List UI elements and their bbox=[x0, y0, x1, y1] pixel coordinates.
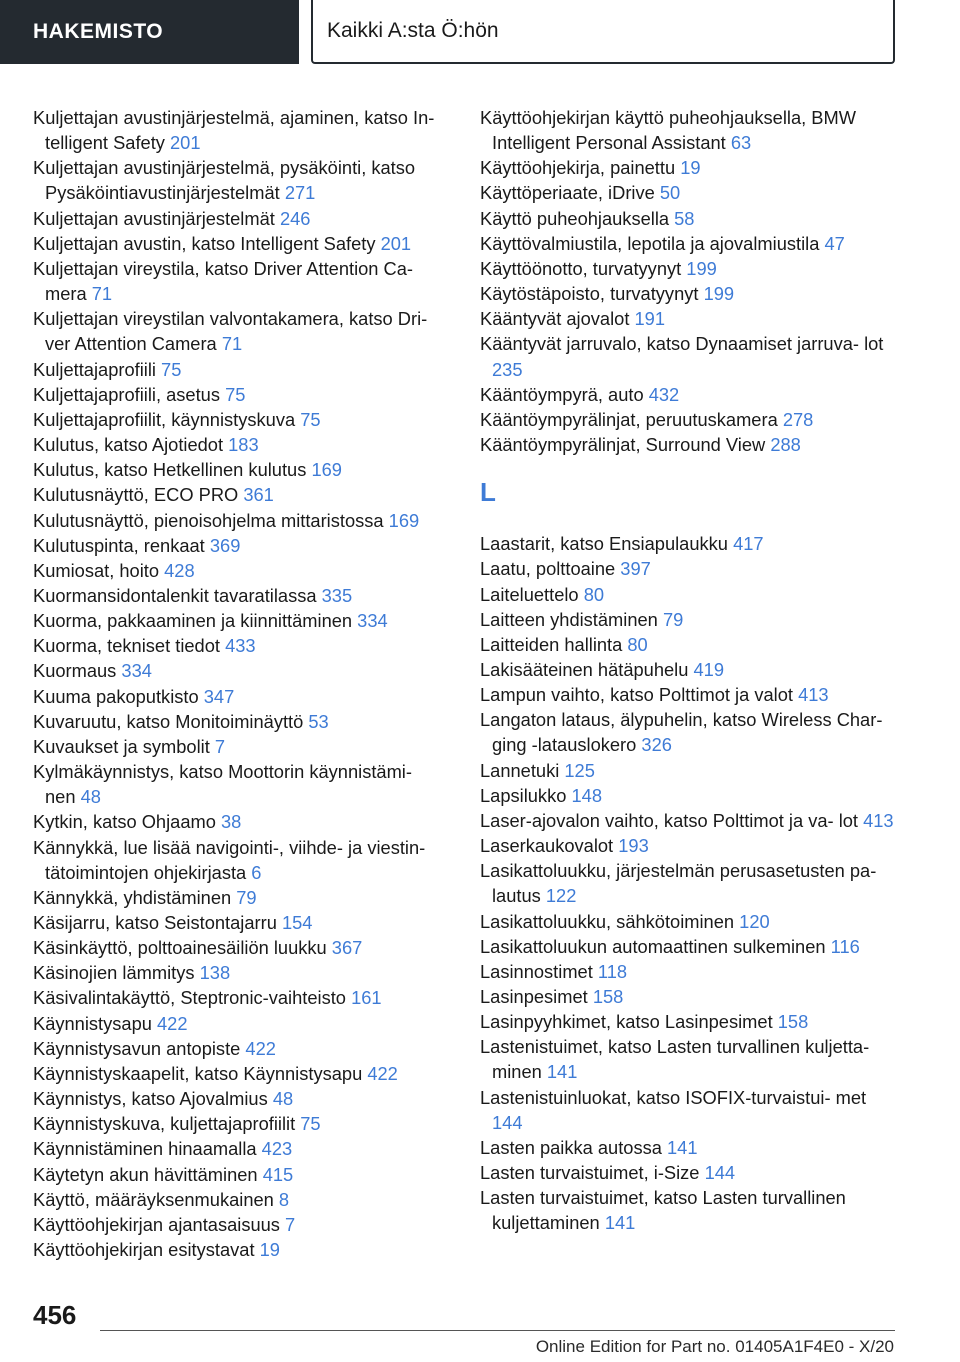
chapter-tab bbox=[311, 0, 895, 64]
entry-text: Laserkaukovalot bbox=[480, 835, 614, 857]
page-link[interactable]: 79 bbox=[236, 886, 257, 908]
entry-text: Lastenistuimet, katso Lasten turvallinen kuljetta- minen bbox=[480, 1036, 870, 1083]
index-entry bbox=[33, 633, 438, 658]
entry-text: Kuljettajan vireystilan valvontakamera, katso Dri- ver Attention Camera bbox=[33, 308, 428, 355]
page-link[interactable]: 397 bbox=[620, 558, 651, 580]
index-entry bbox=[480, 1135, 900, 1160]
entry-text: Käyttöohjekirjan ajantasaisuus bbox=[33, 1213, 280, 1235]
entry-text: Kääntöympyrälinjat, peruutuskamera bbox=[480, 408, 778, 430]
entry-text: Lasten paikka autossa bbox=[480, 1136, 662, 1158]
page-link[interactable]: 326 bbox=[641, 734, 672, 756]
index-entry bbox=[480, 934, 900, 959]
index-entry bbox=[480, 758, 900, 783]
page-link[interactable]: 423 bbox=[261, 1138, 293, 1160]
entry-text: Kännykkä, lue lisää navigointi-, viihde- ja viestin- tätoimintojen ohjekirjasta bbox=[33, 836, 426, 883]
index-entry bbox=[33, 1086, 438, 1111]
index-entry bbox=[480, 1185, 900, 1235]
index-entry bbox=[33, 684, 438, 709]
index-entry bbox=[33, 1237, 438, 1262]
entry-text: Kuljettajaprofiili bbox=[33, 358, 156, 380]
page-link[interactable]: 413 bbox=[798, 684, 829, 706]
index-entry bbox=[33, 935, 438, 960]
index-entry bbox=[33, 1187, 438, 1212]
index-entry bbox=[480, 783, 900, 808]
page-link[interactable]: 7 bbox=[285, 1213, 296, 1235]
index-entry bbox=[480, 909, 900, 934]
page-link[interactable]: 75 bbox=[300, 408, 321, 430]
entry-text: Laser-ajovalon vaihto, katso Polttimot ja va- lot bbox=[480, 809, 858, 831]
page-link[interactable]: 271 bbox=[284, 182, 316, 204]
index-entry bbox=[480, 707, 900, 757]
entry-text: Käyttöohjekirjan käyttö puheohjauksella, BMW Intelligent Personal Assistant bbox=[480, 107, 856, 154]
index-entry bbox=[480, 657, 900, 682]
page-link[interactable]: 48 bbox=[80, 786, 101, 808]
entry-text: Kuljettajan avustinjärjestelmä, ajaminen, katso In- telligent Safety bbox=[33, 107, 435, 154]
page-link[interactable]: 138 bbox=[199, 962, 231, 984]
page-link[interactable]: 50 bbox=[659, 182, 681, 204]
page-link[interactable]: 63 bbox=[730, 132, 752, 154]
page-link[interactable]: 58 bbox=[674, 207, 695, 229]
index-entry bbox=[480, 155, 900, 180]
entry-text: Kuorma, tekniset tiedot bbox=[33, 635, 220, 657]
entry-text: Lasinpyyhkimet, katso Lasinpesimet bbox=[480, 1011, 773, 1033]
entry-text: Lastenistuinluokat, katso ISOFIX-turvaistui- met bbox=[480, 1086, 867, 1108]
page-link[interactable]: 19 bbox=[259, 1239, 280, 1261]
entry-text: Kuuma pakoputkisto bbox=[33, 685, 199, 707]
entry-text: Kuormansidontalenkit tavaratilassa bbox=[33, 584, 317, 606]
entry-text: Kuorma, pakkaaminen ja kiinnittäminen bbox=[33, 610, 353, 632]
index-entry bbox=[33, 558, 438, 583]
index-entry bbox=[33, 432, 438, 457]
page-number: 456 bbox=[33, 1300, 77, 1330]
index-entry bbox=[33, 583, 438, 608]
page-link[interactable]: 141 bbox=[604, 1212, 636, 1234]
index-entry bbox=[480, 808, 900, 833]
page-link[interactable]: 71 bbox=[221, 333, 243, 355]
entry-text: Kulutus, katso Hetkellinen kulutus bbox=[33, 459, 307, 481]
page-link[interactable]: 235 bbox=[492, 358, 523, 380]
entry-text: Käyttöönotto, turvatyynyt bbox=[480, 257, 682, 279]
entry-text: Kääntöympyrä, auto bbox=[480, 383, 644, 405]
page-link[interactable]: 432 bbox=[648, 383, 680, 405]
index-entry bbox=[480, 582, 900, 607]
entry-text: Lasikattoluukku, sähkötoiminen bbox=[480, 910, 735, 932]
index-entry bbox=[33, 1036, 438, 1061]
index-entry bbox=[33, 533, 438, 558]
index-entry bbox=[33, 835, 438, 885]
index-entry bbox=[33, 382, 438, 407]
index-entry bbox=[33, 155, 438, 205]
page-link[interactable]: 71 bbox=[91, 283, 113, 305]
entry-text: Käynnistäminen hinaamalla bbox=[33, 1138, 257, 1160]
entry-text: Käynnistysapu bbox=[33, 1012, 152, 1034]
page-link[interactable]: 169 bbox=[311, 459, 342, 481]
page-link[interactable]: 80 bbox=[627, 633, 648, 655]
index-entry bbox=[480, 531, 900, 556]
page-link[interactable]: 154 bbox=[281, 912, 313, 933]
entry-text: Käsijarru, katso Seistontajarru bbox=[33, 912, 277, 933]
index-entry bbox=[33, 985, 438, 1010]
index-entry bbox=[480, 682, 900, 707]
page-link[interactable]: 278 bbox=[782, 408, 814, 430]
entry-text: Lasinnostimet bbox=[480, 960, 593, 982]
entry-text: Langaton lataus, älypuhelin, katso Wireless Char- ging -latauslokero bbox=[480, 709, 883, 756]
page-link[interactable]: 361 bbox=[243, 484, 274, 506]
index-entry bbox=[33, 608, 438, 633]
page-link[interactable]: 413 bbox=[863, 809, 894, 831]
page-link[interactable]: 335 bbox=[321, 584, 353, 606]
entry-text: Käynnistys, katso Ajovalmius bbox=[33, 1088, 268, 1110]
page-link[interactable]: 422 bbox=[367, 1062, 398, 1084]
index-entry bbox=[33, 1011, 438, 1036]
page-link[interactable]: 80 bbox=[583, 583, 605, 605]
page-link[interactable]: 75 bbox=[225, 383, 246, 405]
index-entry bbox=[480, 382, 900, 407]
page-link[interactable]: 161 bbox=[351, 987, 382, 1009]
index-entry bbox=[480, 281, 900, 306]
page-link[interactable]: 144 bbox=[704, 1162, 736, 1184]
page-link[interactable]: 141 bbox=[667, 1136, 698, 1158]
page-link[interactable]: 369 bbox=[209, 534, 241, 556]
page-link[interactable]: 199 bbox=[703, 283, 735, 305]
entry-text: Laitteiden hallinta bbox=[480, 633, 623, 655]
entry-text: Kytkin, katso Ohjaamo bbox=[33, 811, 216, 833]
page-link[interactable]: 158 bbox=[592, 986, 624, 1007]
entry-text: Lasten turvaistuimet, katso Lasten turvallinen kuljettaminen bbox=[480, 1187, 846, 1234]
page-link[interactable]: 246 bbox=[279, 207, 311, 229]
page-link[interactable]: 19 bbox=[680, 157, 701, 179]
entry-text: Lapsilukko bbox=[480, 784, 567, 806]
entry-text: Käyttö puheohjauksella bbox=[480, 207, 670, 229]
entry-text: Lannetuki bbox=[480, 759, 560, 781]
index-group-k bbox=[480, 105, 900, 457]
page-link[interactable]: 191 bbox=[634, 308, 666, 330]
page-link[interactable]: 347 bbox=[203, 685, 235, 707]
section-letter: L bbox=[480, 477, 496, 508]
page-link[interactable]: 183 bbox=[228, 434, 259, 456]
index-entry bbox=[480, 206, 900, 231]
entry-text: Käyttövalmiustila, lepotila ja ajovalmiustila bbox=[480, 232, 820, 254]
chapter-title: Kaikki A:sta Ö:hön bbox=[327, 19, 499, 42]
page-link[interactable]: 415 bbox=[262, 1163, 294, 1185]
entry-text: Kuljettajaprofiili, asetus bbox=[33, 383, 220, 405]
page-link[interactable]: 148 bbox=[571, 784, 602, 806]
index-entry bbox=[480, 407, 900, 432]
index-entry bbox=[480, 256, 900, 281]
index-entry bbox=[33, 231, 438, 256]
page-link[interactable]: 7 bbox=[214, 735, 226, 757]
entry-text: Käynnistysavun antopiste bbox=[33, 1037, 241, 1059]
index-entry bbox=[480, 1034, 900, 1084]
page-link[interactable]: 422 bbox=[245, 1037, 276, 1059]
page-link[interactable]: 193 bbox=[618, 835, 649, 857]
page-link[interactable]: 141 bbox=[546, 1061, 578, 1083]
page-link[interactable]: 419 bbox=[693, 658, 724, 680]
index-entry bbox=[33, 1111, 438, 1136]
entry-text: Kuvaukset ja symbolit bbox=[33, 735, 210, 757]
index-column-right bbox=[480, 105, 900, 1236]
entry-text: Käsinojien lämmitys bbox=[33, 962, 195, 984]
footer-edition: Online Edition for Part no. 01405A1F4E0 - X/20 bbox=[535, 1337, 894, 1356]
entry-text: Kuljettajan avustinjärjestelmä, pysäköinti, katso Pysäköintiavustinjärjestelmät bbox=[33, 157, 416, 204]
entry-text: Lampun vaihto, katso Polttimot ja valot bbox=[480, 684, 793, 706]
page-link[interactable]: 75 bbox=[300, 1113, 321, 1135]
index-entry bbox=[33, 709, 438, 734]
index-entry bbox=[480, 105, 900, 155]
entry-text: Käytetyn akun hävittäminen bbox=[33, 1163, 258, 1185]
entry-text: Lasikattoluukku, järjestelmän perusasetusten pa- lautus bbox=[480, 860, 877, 907]
page-link[interactable]: 334 bbox=[357, 610, 388, 632]
entry-text: Käyttö, määräyksenmukainen bbox=[33, 1188, 274, 1210]
entry-text: Laiteluettelo bbox=[480, 583, 579, 605]
page-link[interactable]: 199 bbox=[686, 257, 717, 279]
section-tab bbox=[0, 0, 299, 64]
entry-text: Kuvaruutu, katso Monitoiminäyttö bbox=[33, 710, 304, 732]
entry-text: Kuljettajan avustin, katso Intelligent Safety bbox=[33, 232, 376, 254]
entry-text: Laitteen yhdistäminen bbox=[480, 608, 658, 630]
index-entry bbox=[33, 482, 438, 507]
index-entry bbox=[480, 1009, 900, 1034]
entry-text: Kulutus, katso Ajotiedot bbox=[33, 434, 224, 456]
entry-text: Kumiosat, hoito bbox=[33, 559, 160, 581]
index-entry bbox=[480, 607, 900, 632]
page-link[interactable]: 79 bbox=[662, 608, 684, 630]
index-entry bbox=[480, 632, 900, 657]
index-entry bbox=[33, 306, 438, 356]
entry-text: Käyttöohjekirja, painettu bbox=[480, 157, 676, 179]
entry-text: Lasten turvaistuimet, i-Size bbox=[480, 1162, 700, 1184]
page-link[interactable]: 122 bbox=[545, 885, 577, 907]
index-entry bbox=[480, 833, 900, 858]
page-link[interactable]: 422 bbox=[157, 1012, 188, 1034]
index-entry bbox=[33, 658, 438, 683]
entry-text: Kulutuspinta, renkaat bbox=[33, 534, 205, 556]
entry-text: Kääntöympyrälinjat, Surround View bbox=[480, 434, 766, 456]
index-entry bbox=[33, 407, 438, 432]
entry-text: Laatu, polttoaine bbox=[480, 558, 616, 580]
index-entry bbox=[480, 556, 900, 581]
entry-text: Kuljettajaprofiilit, käynnistyskuva bbox=[33, 408, 296, 430]
page-link[interactable]: 118 bbox=[597, 960, 628, 982]
index-entry bbox=[33, 457, 438, 482]
entry-text: Kylmäkäynnistys, katso Moottorin käynnistämi- nen bbox=[33, 761, 412, 808]
index-entry bbox=[33, 256, 438, 306]
index-entry bbox=[33, 885, 438, 910]
entry-text: Lakisääteinen hätäpuhelu bbox=[480, 658, 689, 680]
page-link[interactable]: 47 bbox=[824, 232, 845, 254]
index-entry bbox=[33, 1061, 438, 1086]
entry-text: Kulutusnäyttö, pienoisohjelma mittaristossa bbox=[33, 509, 384, 531]
page-link[interactable]: 8 bbox=[278, 1188, 290, 1210]
index-entry bbox=[480, 180, 900, 205]
entry-text: Käynnistyskuva, kuljettajaprofiilit bbox=[33, 1113, 296, 1135]
entry-text: Käytöstäpoisto, turvatyynyt bbox=[480, 283, 699, 305]
index-entry bbox=[480, 984, 900, 1009]
page-link[interactable]: 288 bbox=[770, 434, 801, 456]
index-entry bbox=[480, 1085, 900, 1135]
index-entry bbox=[480, 306, 900, 331]
entry-text: Käsivalintakäyttö, Steptronic-vaihteisto bbox=[33, 987, 346, 1009]
index-entry bbox=[480, 231, 900, 256]
entry-text: Lasikattoluukun automaattinen sulkeminen bbox=[480, 935, 826, 957]
entry-text: Lasinpesimet bbox=[480, 986, 588, 1007]
index-entry bbox=[33, 759, 438, 809]
index-entry bbox=[480, 331, 900, 381]
entry-text: Kääntyvät ajovalot bbox=[480, 308, 630, 330]
page-link[interactable]: 367 bbox=[331, 937, 363, 959]
page-link[interactable]: 417 bbox=[733, 533, 764, 555]
entry-text: Kuljettajan vireystila, katso Driver Attention Ca- mera bbox=[33, 257, 414, 305]
index-entry bbox=[480, 858, 900, 908]
page-link[interactable]: 116 bbox=[830, 935, 860, 957]
index-entry bbox=[33, 357, 438, 382]
entry-text: Kulutusnäyttö, ECO PRO bbox=[33, 484, 239, 506]
index-entry bbox=[33, 1136, 438, 1161]
index-entry bbox=[480, 1160, 900, 1185]
entry-text: Käsinkäyttö, polttoainesäiliön luukku bbox=[33, 937, 327, 959]
index-column-left bbox=[33, 105, 438, 1262]
section-title: HAKEMISTO bbox=[33, 20, 164, 43]
page-link[interactable]: 428 bbox=[164, 559, 195, 581]
index-group-l bbox=[480, 531, 900, 1235]
page-link[interactable]: 201 bbox=[170, 132, 201, 154]
page-link[interactable]: 125 bbox=[564, 759, 595, 781]
index-entry bbox=[33, 1162, 438, 1187]
page-link[interactable]: 38 bbox=[221, 811, 242, 833]
page-link[interactable]: 144 bbox=[492, 1111, 523, 1133]
index-entry bbox=[33, 206, 438, 231]
index-entry bbox=[33, 809, 438, 834]
index-entry bbox=[33, 508, 438, 533]
page-link[interactable]: 158 bbox=[777, 1011, 809, 1033]
page-link[interactable]: 53 bbox=[308, 710, 329, 732]
page-link[interactable]: 48 bbox=[272, 1088, 294, 1110]
entry-text: Käyttöperiaate, iDrive bbox=[480, 182, 655, 204]
page-link[interactable]: 201 bbox=[380, 232, 412, 254]
page-link[interactable]: 120 bbox=[739, 910, 770, 932]
page-link[interactable]: 75 bbox=[161, 358, 182, 380]
index-entry bbox=[33, 105, 438, 155]
index-entry bbox=[480, 432, 900, 457]
index-entry bbox=[480, 959, 900, 984]
entry-text: Kääntyvät jarruvalo, katso Dynaamiset jarruva- lot bbox=[480, 333, 884, 355]
entry-text: Kuljettajan avustinjärjestelmät bbox=[33, 207, 275, 229]
entry-text: Kuormaus bbox=[33, 660, 117, 682]
index-entry bbox=[33, 910, 438, 935]
entry-text: Käynnistyskaapelit, katso Käynnistysapu bbox=[33, 1062, 363, 1084]
entry-text: Laastarit, katso Ensiapulaukku bbox=[480, 533, 728, 555]
page-link[interactable]: 169 bbox=[388, 509, 420, 531]
page-link[interactable]: 433 bbox=[225, 635, 256, 657]
index-entry bbox=[33, 734, 438, 759]
page-link[interactable]: 6 bbox=[251, 861, 262, 883]
footer-divider bbox=[100, 1330, 895, 1331]
entry-text: Käyttöohjekirjan esitystavat bbox=[33, 1239, 255, 1261]
entry-text: Kännykkä, yhdistäminen bbox=[33, 886, 232, 908]
page-link[interactable]: 334 bbox=[121, 660, 152, 682]
index-entry bbox=[33, 960, 438, 985]
index-entry bbox=[33, 1212, 438, 1237]
